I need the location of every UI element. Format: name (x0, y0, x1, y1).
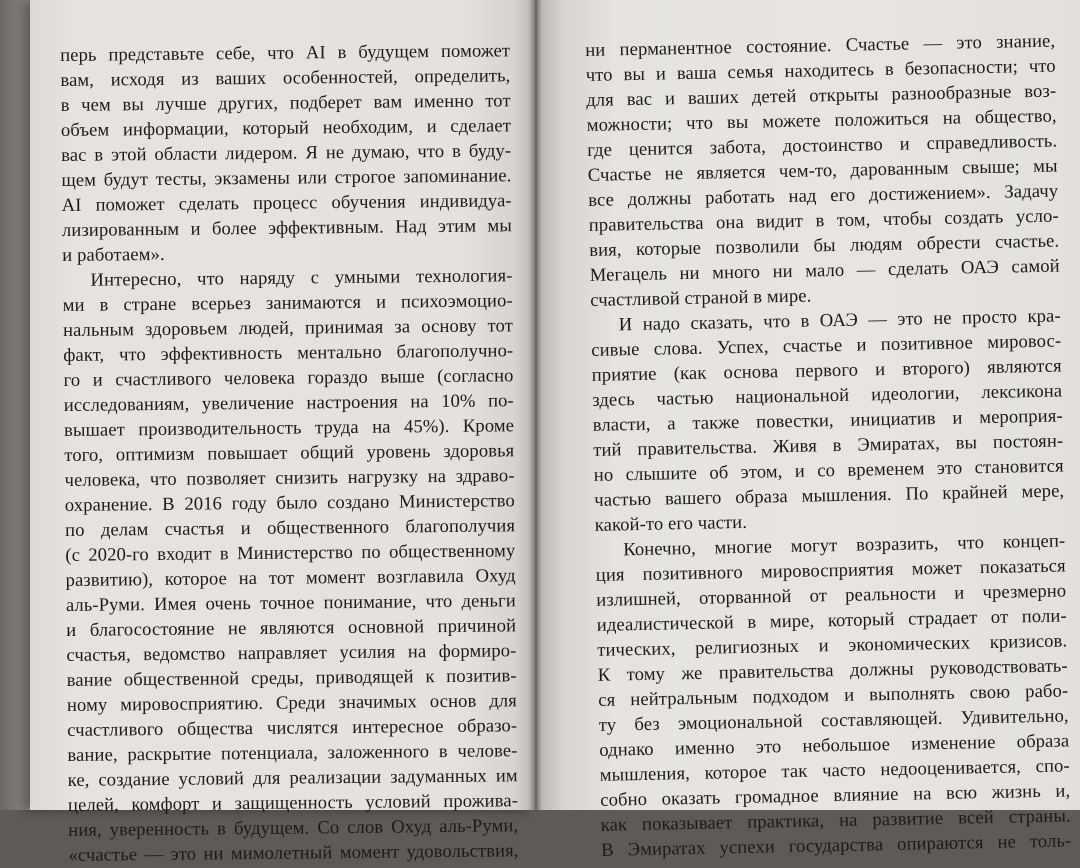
text-line: ция позитивного мировосприятия может показаться (595, 555, 1066, 586)
text-line: ся нейтральным подходом и выполнять свою рабо- (598, 680, 1069, 711)
text-line: И надо сказать, что в ОАЭ — это не просто кра- (618, 305, 1061, 336)
text-line: AI поможет сделать процесс обучения индивидуа- (61, 190, 512, 216)
text-line: Счастье не является чем-то, дарованным свыше; мы (587, 155, 1058, 186)
text-line: ному мировосприятию. Среди значимых основ для (66, 690, 518, 716)
text-line: и благосостояние не являются основной причиной (66, 615, 517, 641)
text-line: ту без эмоциональной составляющей. Удивительно, (598, 705, 1069, 736)
text-line: счастья, ведомство направляет усилия на формиро- (66, 640, 517, 666)
text-line: перь представьте себе, что AI в будущем поможет (60, 40, 511, 66)
text-line: власти, а также повестки, инициатив и мероприя- (592, 405, 1063, 436)
text-line: что вы и ваша семья находитесь в безопасности; что (585, 55, 1056, 86)
text-line: здесь частью национальной идеологии, лексикона (592, 380, 1063, 411)
text-line: ми в стране всерьез занимаются и психоэмоцио- (62, 290, 513, 316)
text-line: исследованиям, увеличение настроения на 10% по- (63, 390, 514, 416)
text-line: целей, комфорт и защищенность условий прожива- (67, 790, 519, 816)
text-line: излишней, оторванной от реальности и чрезмерно (596, 580, 1067, 611)
text-line: тических, религиозных и экономических кризисов. (597, 630, 1068, 661)
text-line: аль-Руми. Имея очень точное понимание, что деньги (65, 590, 516, 616)
text-line: охранение. В 2016 году было создано Министерство (64, 490, 515, 516)
text-line: и работаем». (62, 243, 165, 266)
text-line: можности; что вы можете положиться на общество, (586, 105, 1057, 136)
text-line: го и счастливого человека гораздо выше (согласно (63, 365, 514, 391)
text-line: вание общественной среды, приводящей к позитив- (66, 665, 517, 691)
text-line: по делам счастья и общественного благополучия (64, 515, 516, 541)
text-line: счастливого общества числятся интересное образо- (67, 715, 518, 741)
text-line: щем будут тесты, экзамены или строгое запоминание. (61, 165, 512, 191)
text-line: Мегацель ни много ни мало — сделать ОАЭ самой (589, 255, 1060, 286)
text-line: вас в этой области лидером. Я не думаю, что в буду- (61, 140, 512, 166)
text-line: тий правительства. Живя в Эмиратах, вы постоян- (593, 430, 1064, 461)
text-line: какой-то его части. (594, 511, 748, 536)
text-line: в чем вы лучше других, подберет вам именно тот (60, 90, 511, 116)
text-line: ния, уверенность в будущем. Со слов Охуд аль-Руми, (68, 815, 519, 841)
text-line: В Эмиратах успехи государства опираются не толь- (601, 830, 1072, 861)
text-line: объем информации, который необходим, и сделает (60, 115, 512, 141)
text-line: «счастье — это ни мимолетный момент удовольствия, (68, 840, 519, 866)
text-line: сивые слова. Успех, счастье и позитивное мировос- (591, 330, 1062, 361)
text-line: как показывает практика, на развитие всей страны. (600, 805, 1071, 836)
text-line: ке, создание условий для реализации задуманных им (67, 765, 518, 791)
text-line: мышления, которое так часто недооценивается, спо- (599, 755, 1070, 786)
right-page (537, 0, 1080, 861)
left-page-text (60, 38, 519, 868)
text-line: того, оптимизм повышает общий уровень здоровья (64, 440, 515, 466)
text-line: нальным здоровьем людей, принимая за основу тот (62, 315, 514, 341)
text-line: вия, которые позволили бы людям обрести счастье. (589, 230, 1060, 261)
text-line: но слышите об этом, и со временем это становится (593, 455, 1064, 486)
text-line: частью вашего образа мышления. По крайней мере, (594, 480, 1065, 511)
text-line: собно оказать громадное влияние на всю жизнь и, (600, 780, 1071, 811)
text-line: однако именно это небольшое изменение образа (599, 730, 1070, 761)
right-page-text (585, 29, 1071, 863)
text-line: приятие (как основа первого и второго) являются (591, 355, 1062, 386)
text-line: факт, что эффективность ментально благополучно- (63, 340, 514, 366)
text-line: Конечно, многие могут возразить, что концеп- (623, 530, 1066, 561)
text-line: вам, исходя из ваших особенностей, определить, (60, 65, 511, 91)
text-line: для вас и ваших детей открыты разнообразные воз- (586, 80, 1057, 111)
left-page (30, 0, 535, 866)
text-line: человека, что позволяет снизить нагрузку на здраво- (64, 465, 515, 491)
text-line: идеалистической в мире, который страдает от поли- (596, 605, 1067, 636)
text-line: правительства она видит в том, чтобы создать усло- (588, 205, 1059, 236)
text-line: вышает производительность труда на 45%). Кроме (63, 415, 515, 441)
text-line: (с 2020-го входит в Министерство по общественному (65, 540, 516, 566)
text-line: ни перманентное состояние. Счастье — это знание, (585, 30, 1056, 61)
text-line: К тому же правительства должны руководствовать- (597, 655, 1068, 686)
text-line: вание, раскрытие потенциала, заложенного в челове- (67, 740, 518, 766)
text-line: Интересно, что наряду с умными технология- (90, 265, 513, 291)
text-line: где ценится забота, достоинство и справедливость. (587, 130, 1058, 161)
text-line: счастливой страной в мире. (590, 285, 812, 311)
text-line: лизированным и более эффективным. Над этим мы (61, 215, 513, 241)
text-line: все должны работать над его достижением». Задачу (588, 180, 1059, 211)
text-line: развитию), которое на тот момент возглавила Охуд (65, 565, 516, 591)
